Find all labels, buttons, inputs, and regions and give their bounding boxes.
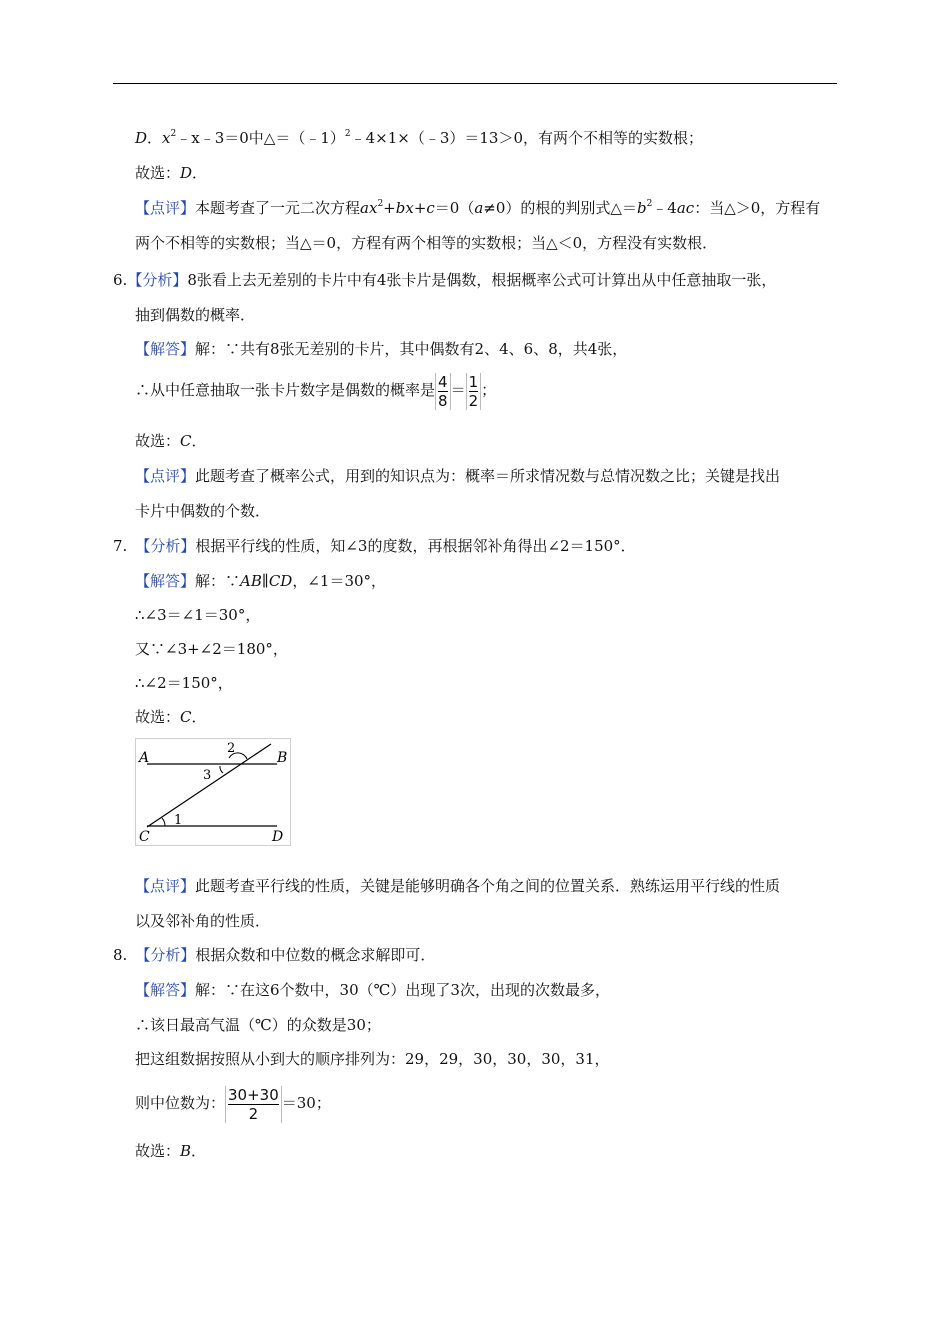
fraction-4-8: $\frac{4}{8}$	[435, 373, 451, 410]
label-c: C	[139, 829, 150, 845]
header-rule	[113, 83, 837, 84]
q5-option-d: D．$x^2﹣x﹣3=0$中△＝（﹣1）$^2$﹣4×1×（﹣3）＝13＞0，有两个不相等的实数根；	[135, 129, 704, 147]
q7-analysis: 7. 【分析】根据平行线的性质，知∠3的度数，再根据邻补角得出∠2＝150°．	[113, 537, 636, 555]
q7-review-line2: 以及邻补角的性质．	[135, 912, 271, 930]
label-angle-2: 2	[227, 741, 236, 756]
q7-step4: ∴∠2＝150°，	[135, 674, 233, 692]
q6-analysis: 6.【分析】8张看上去无差别的卡片中有4张卡片是偶数，根据概率公式可计算出从中任意抽取一张，	[113, 271, 777, 289]
q8-mode: ∴该日最高气温（℃）的众数是30；	[135, 1016, 381, 1034]
parallel-lines-figure	[135, 738, 291, 846]
q6-review-line2: 卡片中偶数的个数．	[135, 502, 271, 520]
q8-solution: 【解答】解：∵在这6个数中，30（℃）出现了3次，出现的次数最多，	[135, 981, 610, 999]
q8-analysis: 8. 【分析】根据众数和中位数的概念求解即可．	[113, 946, 436, 964]
angle-3-arc	[220, 766, 223, 773]
q8-choice: 故选：B．	[135, 1142, 207, 1160]
label-d: D	[272, 829, 284, 845]
q7-step2: ∴∠3＝∠1＝30°，	[135, 606, 261, 624]
q6-solution: 【解答】解：∵共有8张无差别的卡片，其中偶数有2、4、6、8，共4张，	[135, 340, 628, 358]
q6-choice: 故选：C．	[135, 432, 207, 450]
q7-review: 【点评】此题考查平行线的性质，关键是能够明确各个角之间的位置关系．熟练运用平行线的性质	[135, 877, 781, 895]
fraction-1-2: $\frac{1}{2}$	[466, 373, 482, 410]
q8-sorted: 把这组数据按照从小到大的顺序排列为：29，29，30，30，30，31，	[135, 1050, 610, 1068]
q6-analysis-line2: 抽到偶数的概率．	[135, 306, 256, 324]
label-b: B	[277, 750, 288, 766]
q7-step3: 又∵∠3+∠2＝180°，	[135, 640, 288, 658]
q5-choice: 故选：D．	[135, 164, 208, 182]
label-a: A	[139, 750, 150, 766]
q6-probability: ∴从中任意抽取一张卡片数字是偶数的概率是 $\frac{4}{8}$ ＝ $\frac{1}{2}$ ；	[135, 372, 497, 410]
q5-review: 【点评】本题考查了一元二次方程$ax^2+bx+c=0(a\ne 0)$的根的判别式$\triangle=b^2﹣4ac$：当△＞0，方程有	[135, 199, 821, 217]
label-angle-3: 3	[203, 768, 212, 783]
angle-1-arc	[162, 818, 165, 826]
q6-review: 【点评】此题考查了概率公式，用到的知识点为：概率＝所求情况数与总情况数之比；关键是找出	[135, 467, 781, 485]
q8-median: 则中位数为： $\frac{30+30}{2}$ ＝30；	[135, 1085, 331, 1123]
q7-choice: 故选：C．	[135, 708, 207, 726]
fraction-median: $\frac{30+30}{2}$	[225, 1086, 282, 1123]
transversal	[147, 744, 271, 827]
q5-review-line2: 两个不相等的实数根；当△＝0，方程有两个相等的实数根；当△＜0，方程没有实数根．	[135, 234, 718, 252]
q7-solution: 【解答】解：∵AB∥CD，∠1＝30°，	[135, 572, 387, 590]
label-angle-1: 1	[174, 813, 183, 828]
